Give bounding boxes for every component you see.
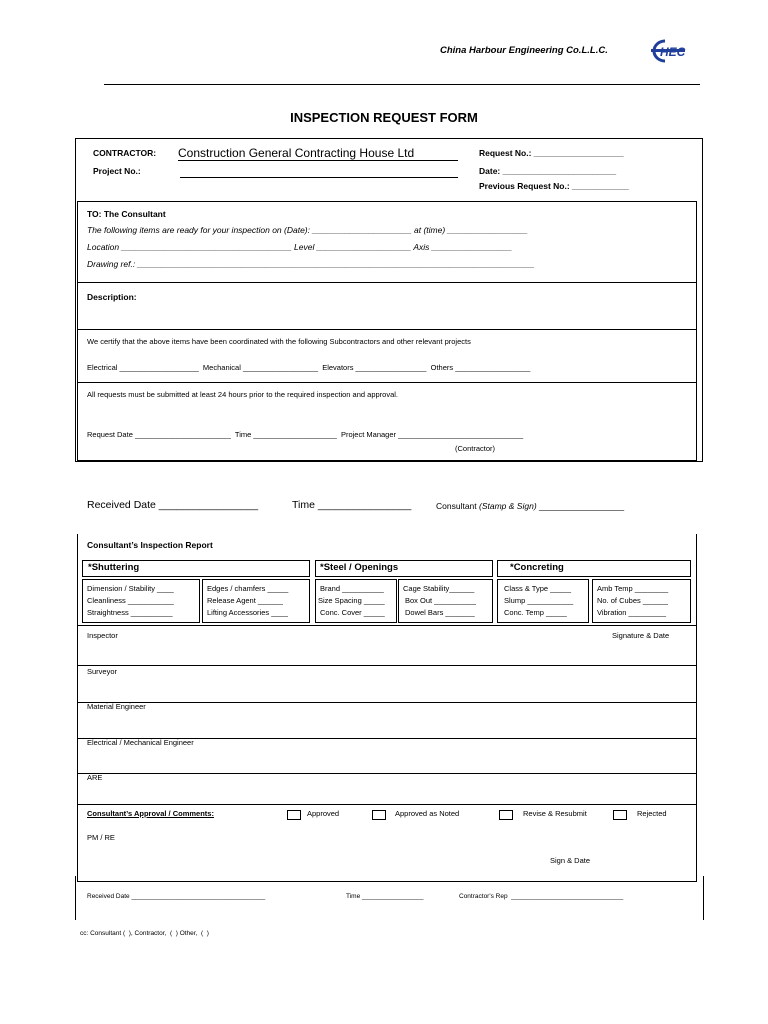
check-item[interactable]: Release Agent ______ — [207, 596, 283, 605]
revise-resubmit-checkbox[interactable] — [499, 810, 513, 820]
divider — [77, 804, 697, 805]
stamp-sign-label: (Stamp & Sign) — [479, 501, 537, 511]
sign-date-label: Sign & Date — [550, 856, 591, 865]
check-item[interactable]: Class & Type _____ — [504, 584, 571, 593]
footer-left-border — [75, 876, 76, 920]
ready-date-line[interactable]: The following items are ready for your inspection on (Date): _____________________ at (time) _________________ — [87, 225, 528, 235]
check-item[interactable]: Brand __________ — [320, 584, 384, 593]
surveyor-label: Surveyor — [87, 667, 118, 676]
material-engineer-label: Material Engineer — [87, 702, 146, 711]
received-time-field[interactable]: Time ________________ — [292, 499, 412, 511]
footer-right-border — [703, 876, 704, 920]
footer-time[interactable]: Time _________________ — [346, 893, 424, 900]
check-item[interactable]: Size Spacing _____ — [318, 596, 385, 605]
check-item[interactable]: Cleanliness ___________ — [87, 596, 174, 605]
concreting-header — [497, 560, 691, 577]
check-item[interactable]: Edges / chamfers _____ — [207, 584, 289, 593]
to-consultant-label: TO: The Consultant — [87, 209, 166, 219]
subcontractors-line[interactable]: Electrical ___________________ Mechanical __________________ Elevators _________________ Others __________________ — [87, 363, 531, 372]
drawing-ref-line[interactable]: Drawing ref.: ____________________________________________________________________________________ — [87, 259, 535, 269]
form-title: INSPECTION REQUEST FORM — [290, 110, 478, 125]
check-item[interactable]: Lifting Accessories ____ — [207, 608, 288, 617]
company-name: China Harbour Engineering Co.L.L.C. — [440, 45, 608, 56]
divider — [77, 329, 697, 330]
request-date-line[interactable]: Request Date _______________________ Time ____________________ Project Manager ______________________________ — [87, 430, 524, 439]
request-no-field[interactable]: Request No.: ___________________ — [479, 148, 624, 158]
contractor-underline — [178, 160, 458, 161]
divider — [77, 625, 697, 626]
date-field[interactable]: Date: ________________________ — [479, 166, 617, 176]
requests-note: All requests must be submitted at least 24 hours prior to the required inspection and approval. — [87, 390, 399, 399]
steel-header — [315, 560, 493, 577]
divider — [77, 702, 697, 703]
consultant-label: Consultant — [436, 501, 477, 511]
check-item[interactable]: Conc. Cover _____ — [320, 608, 385, 617]
contractor-value[interactable]: Construction General Contracting House Ltd — [178, 146, 415, 160]
rejected-checkbox[interactable] — [613, 810, 627, 820]
divider — [77, 382, 697, 383]
contractor-paren: (Contractor) — [455, 444, 496, 453]
concreting-col2 — [592, 579, 691, 623]
description-label: Description: — [87, 292, 137, 302]
pm-re-label: PM / RE — [87, 833, 115, 842]
report-title: Consultant’s Inspection Report — [87, 540, 213, 550]
signature-date-label: Signature & Date — [612, 631, 670, 640]
shuttering-title: *Shuttering — [88, 562, 140, 573]
project-no-label: Project No.: — [93, 166, 141, 176]
steel-col1 — [315, 579, 397, 623]
check-item[interactable]: Vibration _________ — [597, 608, 667, 617]
company-logo — [645, 38, 691, 64]
approved-checkbox[interactable] — [287, 810, 301, 820]
inspector-label: Inspector — [87, 631, 118, 640]
are-label: ARE — [87, 773, 103, 782]
check-item[interactable]: Straightness __________ — [87, 608, 173, 617]
footer-received-date[interactable]: Received Date _____________________________________ — [87, 893, 266, 900]
certify-text: We certify that the above items have been coordinated with the following Subcontractors and other relevant projects — [87, 337, 471, 346]
location-line[interactable]: Location ____________________________________ Level ____________________ Axis _________________ — [87, 242, 513, 252]
check-item[interactable]: No. of Cubes ______ — [597, 596, 668, 605]
check-item[interactable]: Dimension / Stability ____ — [87, 584, 174, 593]
shuttering-header — [82, 560, 310, 577]
consultant-box — [77, 201, 697, 461]
approval-label: Consultant’s Approval / Comments: — [87, 809, 214, 818]
check-item[interactable]: Conc. Temp _____ — [504, 608, 567, 617]
concreting-col1 — [497, 579, 589, 623]
contractor-label: CONTRACTOR: — [93, 148, 157, 158]
shuttering-col1 — [82, 579, 200, 623]
revise-resubmit-label: Revise & Resubmit — [523, 809, 587, 818]
check-item[interactable]: Amb Temp ________ — [597, 584, 669, 593]
cc-line: cc: Consultant ( ), Contractor, ( ) Other, ( ) — [80, 930, 209, 937]
steel-col2 — [398, 579, 493, 623]
divider — [77, 665, 697, 666]
divider — [77, 282, 697, 283]
previous-request-field[interactable]: Previous Request No.: ____________ — [479, 181, 629, 191]
check-item[interactable]: Slump ___________ — [504, 596, 574, 605]
divider — [77, 773, 697, 774]
chec-logo-icon — [645, 38, 691, 64]
approved-as-noted-label: Approved as Noted — [395, 809, 460, 818]
shuttering-col2 — [202, 579, 310, 623]
consultant-signature-field[interactable]: __________________ — [536, 501, 625, 511]
concreting-title: *Concreting — [510, 562, 564, 573]
elec-mech-engineer-label: Electrical / Mechanical Engineer — [87, 738, 194, 747]
received-date-field[interactable]: Received Date _________________ — [87, 499, 259, 511]
steel-title: *Steel / Openings — [320, 562, 399, 573]
approved-label: Approved — [307, 809, 340, 818]
check-item[interactable]: Dowel Bars _______ — [405, 608, 475, 617]
header-rule — [104, 84, 700, 85]
check-item[interactable]: Box Out __________ — [405, 596, 476, 605]
rejected-label: Rejected — [637, 809, 667, 818]
project-no-field[interactable] — [180, 177, 458, 178]
check-item[interactable]: Cage Stability______ — [403, 584, 475, 593]
approved-as-noted-checkbox[interactable] — [372, 810, 386, 820]
logo-text: HEC — [660, 45, 686, 59]
footer-contractor-rep[interactable]: Contractor's Rep _______________________________ — [459, 893, 624, 900]
